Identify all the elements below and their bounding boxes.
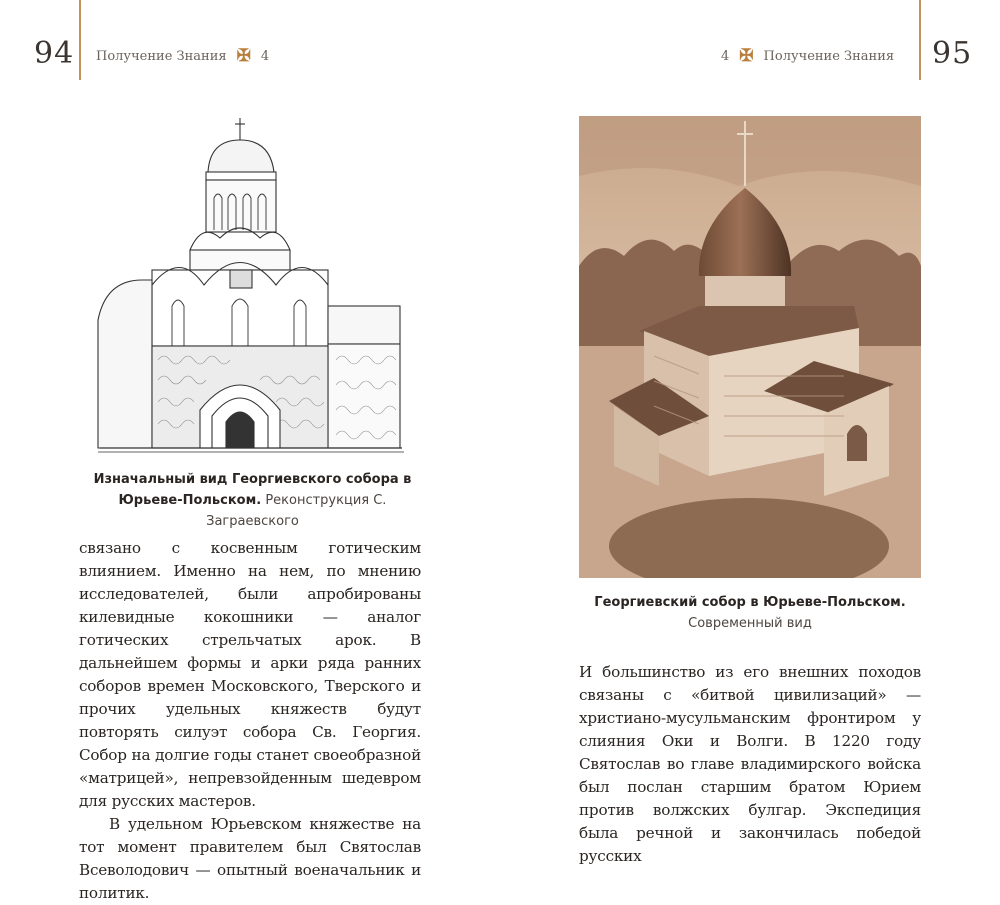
running-head-title: Получение Знания xyxy=(763,49,895,64)
cathedral-drawing xyxy=(80,110,425,460)
running-head-chapter: 4 xyxy=(260,49,270,64)
cross-ornament-icon: ✠ xyxy=(236,46,251,66)
paragraph: И большинство из его внешних походов связаны с «битвой цивилизаций» — христиано-мусульманским фронтиром у слияния Оки и Волги. В 1220 году Святослав во главе владимирского войска был послан старшим братом Юрием против волжских булгар. Экспедиция была речной и закончилась победой русских xyxy=(579,663,921,865)
caption-bold: Георгиевский собор в Юрьеве-Польском. xyxy=(594,595,906,610)
right-page xyxy=(500,0,1000,875)
running-head-chapter: 4 xyxy=(721,49,730,64)
header-rule xyxy=(919,0,921,80)
caption-bold: Изначальный вид Георгиевского собора в Юрьеве-Польском. xyxy=(93,472,412,508)
figure-caption xyxy=(580,592,920,634)
paragraph: связано с косвенным готическим влиянием. Именно на нем, по мнению исследователей, были апробированы килевидные кокошники — аналог готических стрельчатых арок. В дальнейшем формы и арки ряда ранних соборов времен Московского, Тверского и прочих удельных княжеств будут повторять силуэт собора Св. Георгия. Собор на долгие годы станет своеобразной «матрицей», непревзойденным шедевром для русских мастеров. xyxy=(79,539,421,810)
figure-caption xyxy=(80,469,425,532)
body-text xyxy=(79,537,421,905)
cathedral-photo xyxy=(579,116,921,578)
page-number: 95 xyxy=(932,36,973,71)
cross-ornament-icon: ✠ xyxy=(739,46,754,66)
body-text xyxy=(579,661,921,868)
left-page xyxy=(0,0,500,902)
header-rule xyxy=(79,0,81,80)
running-head xyxy=(96,48,269,65)
running-head xyxy=(721,48,894,65)
caption-regular: Реконструкция С. Заграевского xyxy=(206,493,387,529)
paragraph: В удельном Юрьевском княжестве на тот момент правителем был Святослав Всеволодович — опытный военачальник и политик. xyxy=(79,815,421,902)
page-number: 94 xyxy=(34,36,75,71)
caption-regular: Современный вид xyxy=(688,616,812,631)
running-head-title: Получение Знания xyxy=(96,49,227,64)
